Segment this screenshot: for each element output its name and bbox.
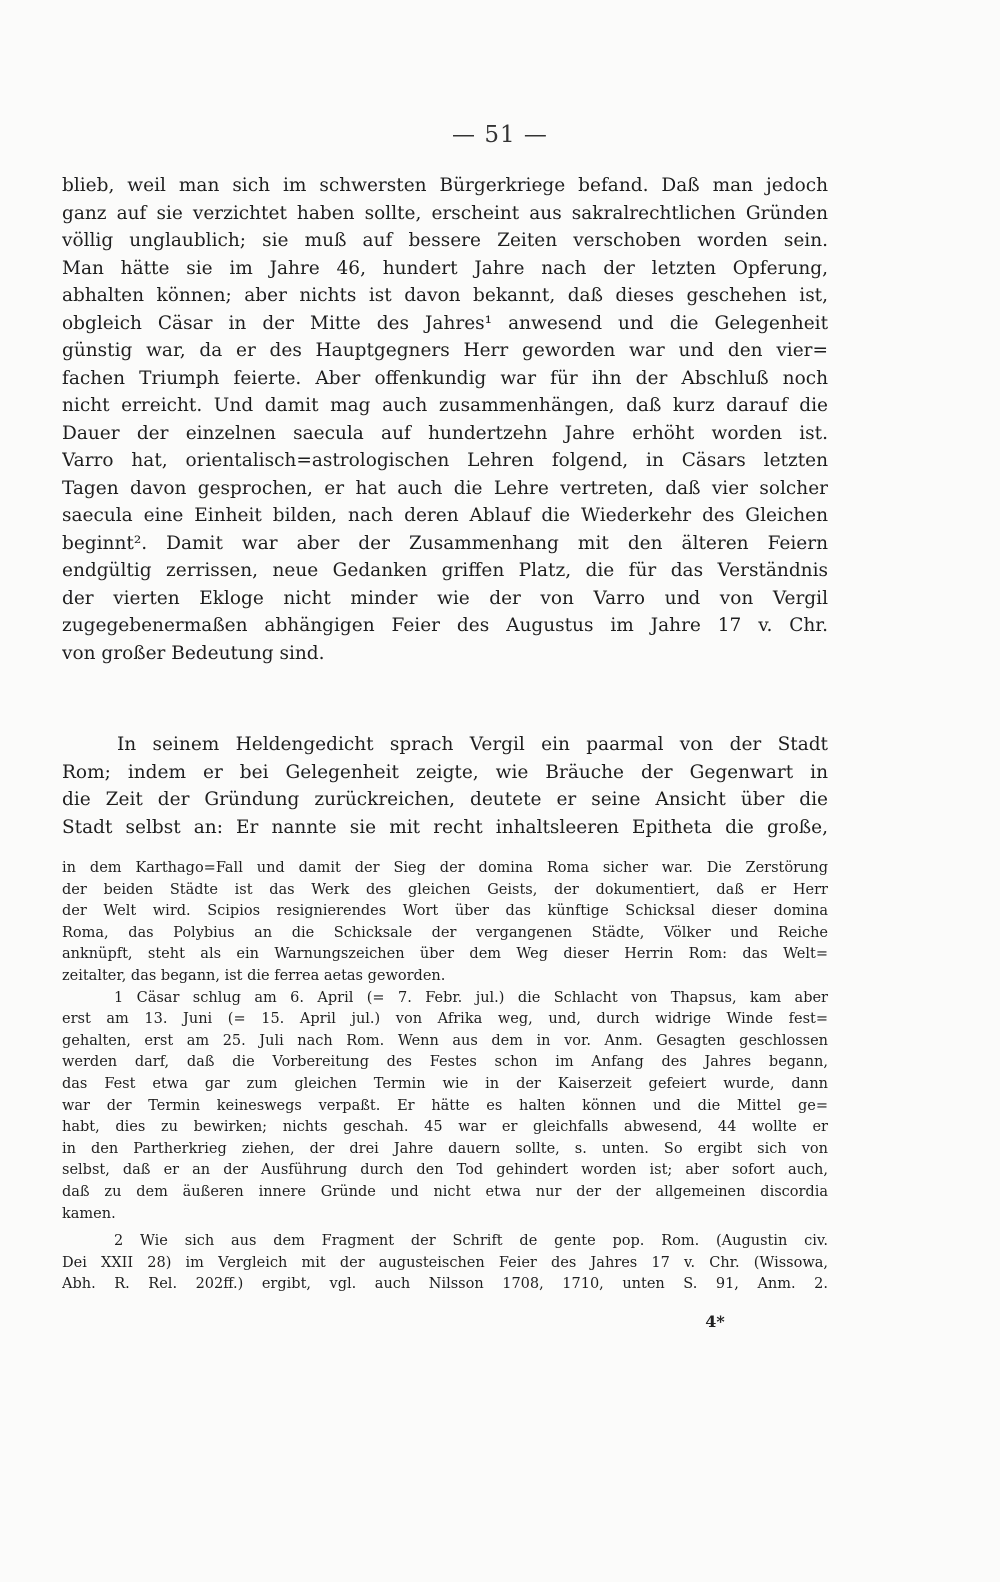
footnote-1-line: erst am 13. Juni (= 15. April jul.) von Afrika weg, und, durch widrige Winde fest= [62, 1011, 828, 1028]
footnote-line: anknüpft, steht als ein Warnungszeichen über dem Weg dieser Herrin Rom: das Welt= [62, 946, 828, 963]
text-line: blieb, weil man sich im schwersten Bürgerkriege befand. Daß man jedoch [62, 175, 828, 196]
footnote-2-line: Dei XXII 28) im Vergleich mit der augusteischen Feier des Jahres 17 v. Chr. (Wissowa, [62, 1254, 828, 1271]
text-line: In seinem Heldengedicht sprach Vergil ein paarmal von der Stadt [117, 734, 828, 755]
footnote-1-line: selbst, daß er an der Ausführung durch den Tod gehindert worden ist; aber sofort auch, [62, 1162, 828, 1179]
page-number: — 51 — [452, 122, 548, 148]
text-line: endgültig zerrissen, neue Gedanken griffen Platz, die für das Verständnis [62, 560, 828, 581]
text-line: obgleich Cäsar in der Mitte des Jahres¹ anwesend und die Gelegenheit [62, 312, 828, 334]
second-paragraph [62, 731, 828, 841]
text-line: ganz auf sie verzichtet haben sollte, erscheint aus sakralrechtlichen Gründen [62, 202, 828, 224]
text-line: beginnt². Damit war aber der Zusammenhang mit den älteren Feiern [62, 532, 828, 554]
signature-mark: 4* [705, 1312, 725, 1331]
text-line: Tagen davon gesprochen, er hat auch die Lehre vertreten, daß vier solcher [62, 477, 828, 499]
text-line: der vierten Ekloge nicht minder wie der von Varro und von Vergil [62, 587, 828, 609]
footnote-1-line: 1 Cäsar schlug am 6. April (= 7. Febr. jul.) die Schlacht von Thapsus, kam aber [114, 989, 828, 1006]
footnote-1-line: war der Termin keineswegs verpaßt. Er hätte es halten können und die Mittel ge= [62, 1097, 828, 1114]
footnote-1-line: gehalten, erst am 25. Juli nach Rom. Wenn aus dem in vor. Anm. Gesagten geschlossen [62, 1032, 828, 1049]
footnote-2-line: Abh. R. Rel. 202ff.) ergibt, vgl. auch Nilsson 1708, 1710, unten S. 91, Anm. 2. [62, 1276, 828, 1293]
text-line: zugegebenermaßen abhängigen Feier des Augustus im Jahre 17 v. Chr. [62, 615, 828, 636]
footnote-line: zeitalter, das begann, ist die ferrea aetas geworden. [62, 967, 446, 984]
text-line: saecula eine Einheit bilden, nach deren Ablauf die Wiederkehr des Gleichen [62, 505, 828, 526]
footnote-1-line: daß zu dem äußeren innere Gründe und nicht etwa nur der der allgemeinen discordia [62, 1183, 828, 1200]
footnote-2-line: 2 Wie sich aus dem Fragment der Schrift de gente pop. Rom. (Augustin civ. [114, 1233, 828, 1250]
main-paragraph [62, 172, 828, 667]
text-line: Man hätte sie im Jahre 46, hundert Jahre nach der letzten Opferung, [62, 257, 828, 279]
text-line: nicht erreicht. Und damit mag auch zusammenhängen, daß kurz darauf die [62, 395, 828, 416]
text-line: Varro hat, orientalisch=astrologischen Lehren folgend, in Cäsars letzten [62, 450, 828, 471]
text-line: Dauer der einzelnen saecula auf hundertzehn Jahre erhöht worden ist. [62, 422, 828, 444]
footnote-line: Roma, das Polybius an die Schicksale der vergangenen Städte, Völker und Reiche [62, 924, 828, 941]
footnote-1-line: werden darf, daß die Vorbereitung des Festes schon im Anfang des Jahres begann, [62, 1054, 828, 1071]
footnote-line: der beiden Städte ist das Werk des gleichen Geists, der dokumentiert, daß er Herr [62, 881, 828, 898]
text-line: die Zeit der Gründung zurückreichen, deutete er seine Ansicht über die [62, 789, 828, 810]
footnote-1-line: in den Partherkrieg ziehen, der drei Jahre dauern sollte, s. unten. So ergibt sich von [62, 1140, 828, 1157]
footnote-line: der Welt wird. Scipios resignierendes Wort über das künftige Schicksal dieser domina [62, 903, 828, 920]
footnotes [62, 858, 828, 1296]
footnote-line: in dem Karthago=Fall und damit der Sieg der domina Roma sicher war. Die Zerstörung [62, 860, 828, 876]
text-line: günstig war, da er des Hauptgegners Herr geworden war und den vier= [62, 340, 828, 361]
text-line: fachen Triumph feierte. Aber offenkundig war für ihn der Abschluß noch [62, 367, 828, 389]
footnote-1-line: kamen. [62, 1205, 116, 1222]
footnote-1-line: das Fest etwa gar zum gleichen Termin wie in der Kaiserzeit gefeiert wurde, dann [62, 1075, 828, 1092]
text-line: von großer Bedeutung sind. [62, 642, 325, 664]
footnote-1-line: habt, dies zu bewirken; nichts geschah. 45 war er gleichfalls abwesend, 44 wollte er [62, 1119, 828, 1136]
text-line: Stadt selbst an: Er nannte sie mit recht inhaltsleeren Epitheta die große, [62, 816, 828, 838]
text-line: abhalten können; aber nichts ist davon bekannt, daß dieses geschehen ist, [62, 285, 828, 306]
text-line: Rom; indem er bei Gelegenheit zeigte, wie Bräuche der Gegenwart in [62, 761, 828, 783]
text-line: völlig unglaublich; sie muß auf bessere Zeiten verschoben worden sein. [62, 230, 828, 251]
